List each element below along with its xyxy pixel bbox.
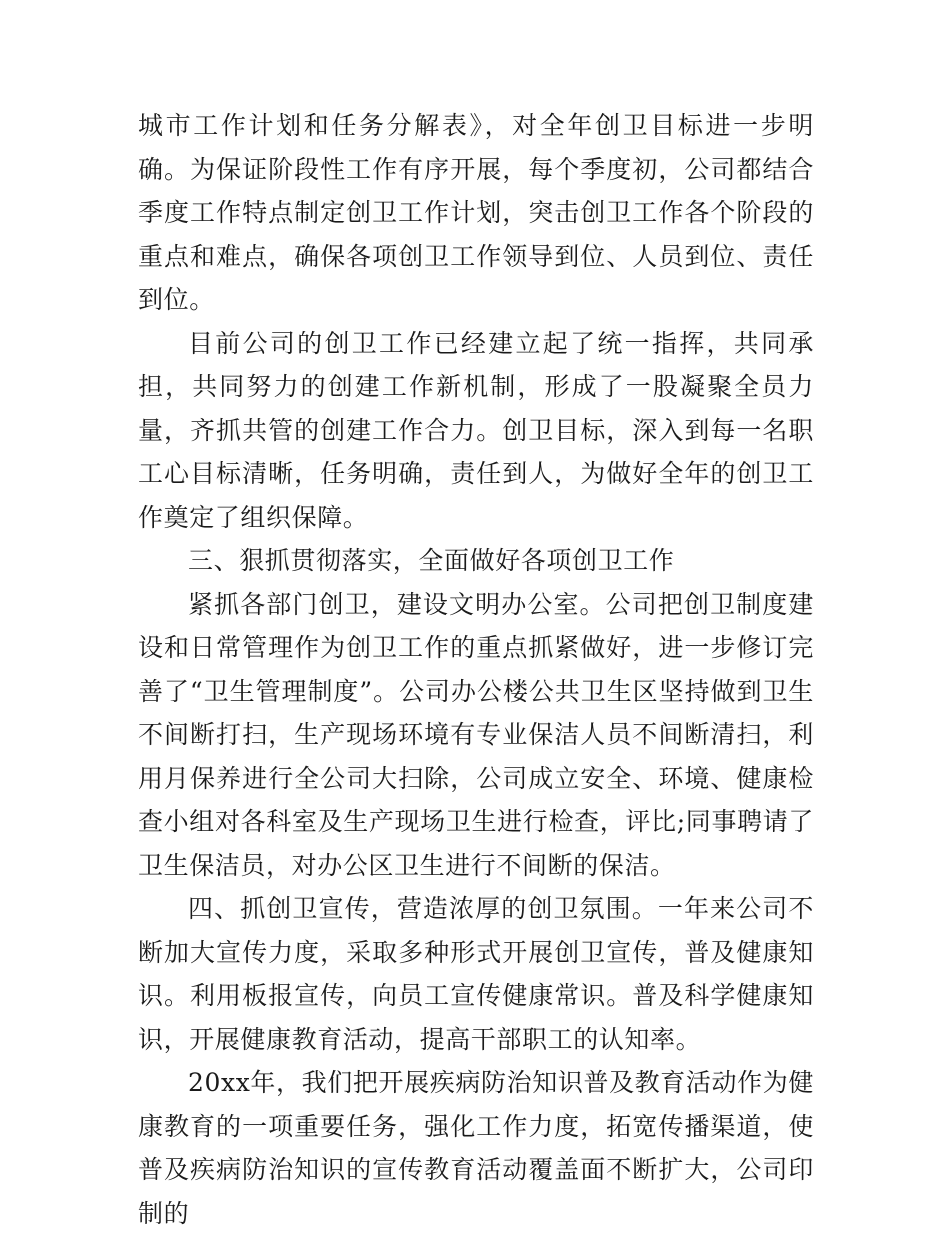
document-body	[138, 104, 814, 1235]
paragraph-office-hygiene: 紧抓各部门创卫，建设文明办公室。公司把创卫制度建设和日常管理作为创卫工作的重点抓紧做好，进一步修订完善了“卫生管理制度”。公司办公楼公共卫生区坚持做到卫生不间断打扫，生产现场环境有专业保洁人员不间断清扫，利用月保养进行全公司大扫除，公司成立安全、环境、健康检查小组对各科室及生产现场卫生进行检查，评比;同事聘请了卫生保洁员，对办公区卫生进行不间断的保洁。	[138, 589, 814, 880]
section-heading-three: 三、狠抓贯彻落实，全面做好各项创卫工作	[188, 546, 675, 575]
paragraph-publicity: 四、抓创卫宣传，营造浓厚的创卫氛围。一年来公司不断加大宣传力度，采取多种形式开展创卫宣传，普及健康知识。利用板报宣传，向员工宣传健康常识。普及科学健康知识，开展健康教育活动，提高干部职工的认知率。	[138, 894, 814, 1054]
paragraph-disease-prevention: 20xx年，我们把开展疾病防治知识普及教育活动作为健康教育的一项重要任务，强化工作力度，拓宽传播渠道，使普及疾病防治知识的宣传教育活动覆盖面不断扩大，公司印制的	[138, 1068, 814, 1228]
paragraph-mechanism: 目前公司的创卫工作已经建立起了统一指挥，共同承担，共同努力的创建工作新机制，形成了一股凝聚全员力量，齐抓共管的创建工作合力。创卫目标，深入到每一名职工心目标清晰，任务明确，责任到人，为做好全年的创卫工作奠定了组织保障。	[138, 328, 814, 532]
paragraph-continuation: 城市工作计划和任务分解表》，对全年创卫目标进一步明确。为保证阶段性工作有序开展，每个季度初，公司都结合季度工作特点制定创卫工作计划，突击创卫工作各个阶段的重点和难点，确保各项创卫工作领导到位、人员到位、责任到位。	[138, 111, 814, 314]
